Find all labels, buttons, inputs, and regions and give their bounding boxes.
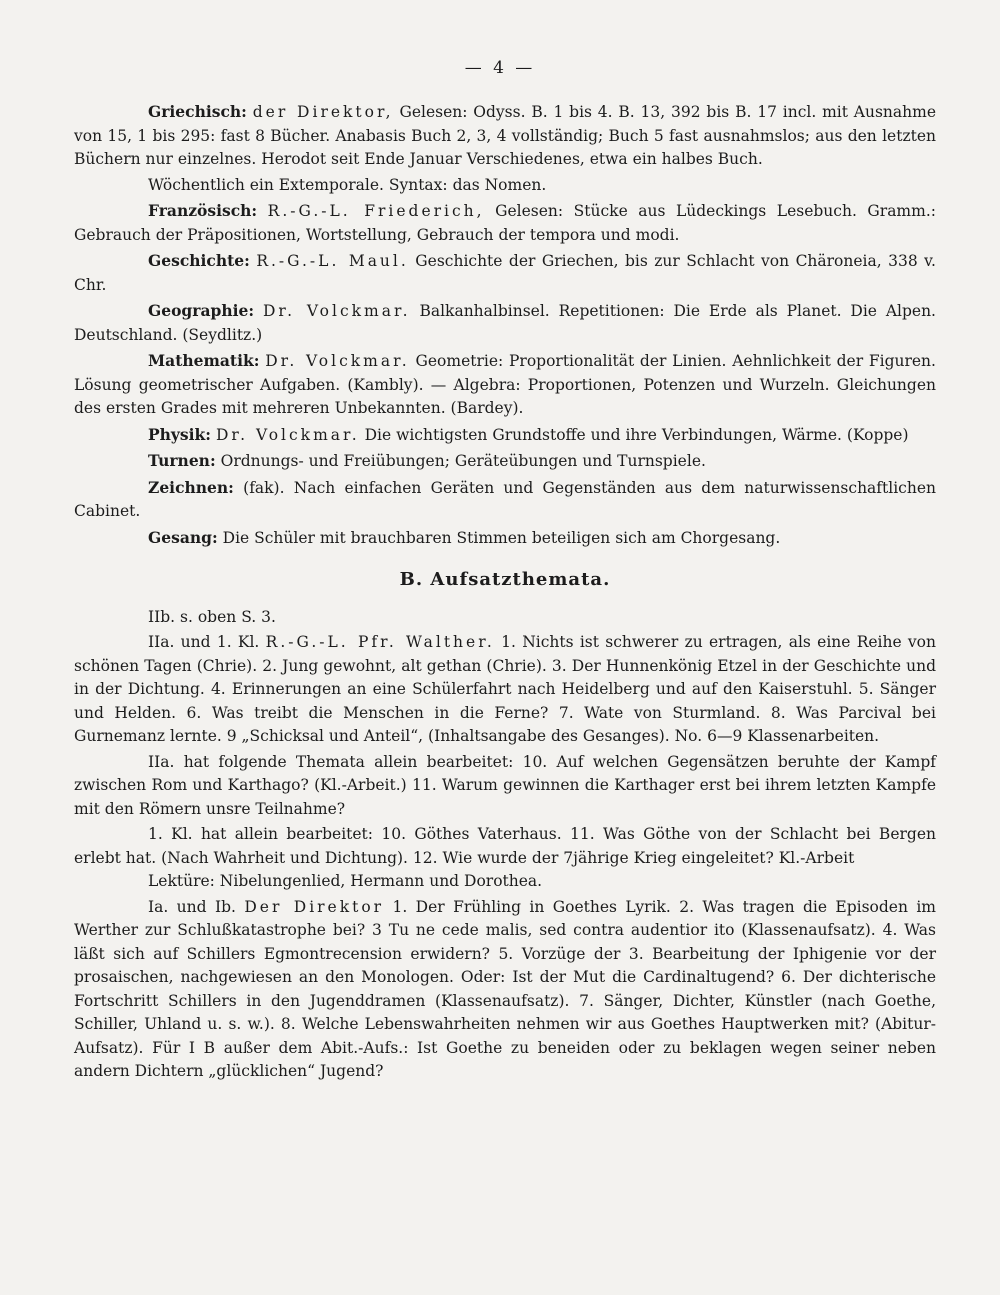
teacher-name: R.-G.-L. Pfr. Walther.: [265, 633, 495, 651]
subject-text: Die Schüler mit brauchbaren Stimmen beteiligen sich am Chorgesang.: [222, 528, 781, 547]
essay-paragraph: [74, 870, 936, 894]
teacher-name: R.-G.-L. Friederich,: [267, 202, 485, 220]
subject-paragraph: [74, 249, 936, 297]
page-number: — 4 —: [464, 58, 536, 78]
subject-label: Gesang:: [148, 527, 218, 547]
essay-paragraph: [74, 751, 936, 822]
subject-text: Wöchentlich ein Extemporale. Syntax: das Nomen.: [148, 175, 547, 194]
subject-text: Die wichtigsten Grundstoffe und ihre Verbindungen, Wärme. (Koppe): [364, 425, 909, 444]
class-label: IIb.: [148, 607, 176, 626]
teacher-name: Dr. Volckmar.: [262, 302, 411, 320]
class-label: IIa.: [148, 752, 175, 771]
subject-paragraph: [74, 526, 936, 551]
subject-paragraph: [74, 476, 936, 524]
subject-paragraph: [74, 299, 936, 347]
essay-text: Lektüre: Nibelungenlied, Hermann und Dorothea.: [148, 872, 543, 890]
class-label: Ia. und Ib.: [148, 897, 236, 916]
class-label: IIa. und 1. Kl.: [148, 633, 260, 651]
teacher-name: (fak).: [243, 478, 285, 497]
essay-paragraph: [74, 896, 936, 1084]
subject-label: Turnen:: [148, 451, 216, 470]
subject-label: Zeichnen:: [148, 477, 234, 497]
subject-paragraph: [74, 100, 936, 172]
teacher-name: Dr. Volckmar.: [215, 425, 360, 444]
essay-text: 1. Der Frühling in Goethes Lyrik. 2. Was tragen die Episoden im Werther zur Schlußkatastrophe bei? 3 Tu ne cede malis, sed contra audentior ito (Klassenaufsatz). 4. Was läßt sich auf Schillers Egmontrecension erwidern? 5. Vorzüge der 3. Bearbeitung der Iphigenie vor der prosaischen, nachgewiesen an den Monologen. Oder: Ist der Mut die Cardinaltugend? 6. Der dichterische Fortschritt Schillers in den Jugenddramen (Klassenaufsatz). 7. Sänger, Dichter, Künstler (nach Goethe, Schiller, Uhland u. s. w.). 8. Welche Lebenswahrheiten nehmen wir aus Goethes Hauptwerken mit? (Abitur-Aufsatz). Für I B außer dem Abit.-Aufs.: Ist Goethe zu beneiden oder zu beklagen wegen seiner neben andern Dichtern „glücklichen“ Jugend?: [74, 897, 936, 1080]
subject-label: Mathematik:: [148, 351, 260, 370]
subject-label: Physik:: [148, 424, 212, 444]
subject-text: Balkanhalbinsel. Repetitionen: Die Erde als Planet. Die Alpen. Deutschland. (Seydlitz.): [74, 302, 936, 344]
subject-text: Geschichte der Griechen, bis zur Schlacht von Chäroneia, 338 v. Chr.: [74, 252, 936, 294]
teacher-name: Dr. Volckmar.: [265, 352, 410, 370]
subject-text: Nach einfachen Geräten und Gegenständen aus dem naturwissenschaftlichen Cabinet.: [74, 478, 936, 520]
subject-label: Griechisch:: [148, 102, 247, 121]
essay-text: 1. Nichts ist schwerer zu ertragen, als eine Reihe von schönen Tagen (Chrie). 2. Jung gewohnt, alt gethan (Chrie). 3. Der Hunnenkönig Etzel in der Geschichte und in der Dichtung. 4. Erinnerungen an eine Schülerfahrt nach Heidelberg und auf den Kaiserstuhl. 5. Sänger und Helden. 6. Was treibt die Menschen in die Ferne? 7. Wate von Sturmland. 8. Was Parcival bei Gurnemanz lernte. 9 „Schicksal und Anteil“, (Inhaltsangabe des Gesanges). No. 6—9 Klassenarbeiten.: [74, 633, 936, 745]
subject-text: Gelesen: Stücke aus Lüdeckings Lesebuch. Gramm.: Gebrauch der Präpositionen, Wortstellung, Gebrauch der tempora und modi.: [74, 202, 936, 244]
essay-text: s. oben S. 3.: [180, 607, 276, 626]
subject-paragraph: [74, 349, 936, 421]
subject-paragraph: [74, 199, 936, 247]
subject-label: Geschichte:: [148, 251, 250, 270]
subject-label: Französisch:: [148, 201, 258, 220]
essay-paragraph: [74, 606, 936, 630]
essay-paragraph: [74, 823, 936, 870]
essay-paragraph: [74, 631, 936, 749]
main-text: [74, 100, 936, 1084]
teacher-name: der Direktor,: [252, 103, 394, 121]
subject-label: Geographie:: [148, 301, 255, 320]
subject-text: Gelesen: Odyss. B. 1 bis 4. B. 13, 392 bis B. 17 incl. mit Ausnahme von 15, 1 bis 295: fast 8 Bücher. Anabasis Buch 2, 3, 4 vollständig; Buch 5 fast ausnahmslos; aus den letzten Büchern nur einzelnes. Herodot seit Ende Januar Verschiedenes, etwa ein halbes Buch.: [74, 103, 936, 168]
teacher-name: Der Direktor: [244, 897, 385, 916]
subject-text: Ordnungs- und Freiübungen; Geräteübungen und Turnspiele.: [220, 452, 706, 470]
teacher-name: R.-G.-L. Maul.: [256, 252, 409, 270]
section-title-text: B. Aufsatzthemata.: [399, 569, 611, 590]
subject-paragraph: [74, 174, 936, 198]
subject-paragraph: [74, 423, 936, 448]
essay-text: hat allein bearbeitet: 10. Göthes Vaterhaus. 11. Was Göthe von der Schlacht bei Bergen erlebt hat. (Nach Wahrheit und Dichtung). 12. Wie wurde der 7jährige Krieg eingeleitet? Kl.-Arbeit: [74, 825, 936, 867]
essay-text: hat folgende Themata allein bearbeitet: 10. Auf welchen Gegensätzen beruhte der Kampf zwischen Rom und Karthago? (Kl.-Arbeit.) 11. Warum gewinnen die Karthager erst bei ihrem letzten Kampfe mit den Römern unsre Teilnahme?: [74, 752, 936, 818]
subject-paragraph: [74, 449, 936, 474]
class-label: 1. Kl.: [148, 825, 193, 843]
section-title: [74, 568, 936, 592]
subject-text: Geometrie: Proportionalität der Linien. Aehnlichkeit der Figuren. Lösung geometrischer Aufgaben. (Kambly). — Algebra: Proportionen, Potenzen und Wurzeln. Gleichungen des ersten Grades mit mehreren Unbekannten. (Bardey).: [74, 352, 936, 417]
